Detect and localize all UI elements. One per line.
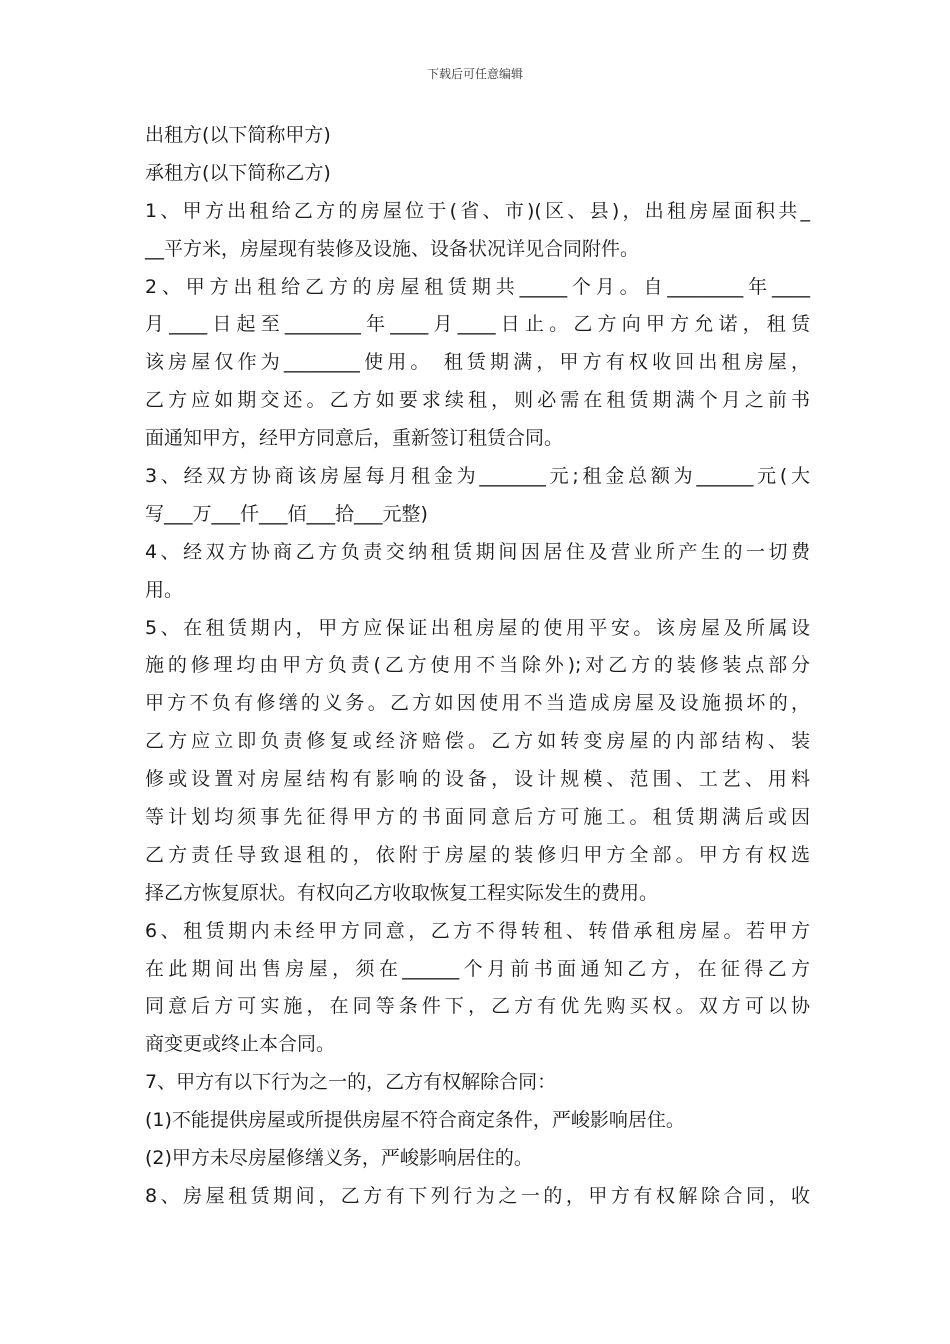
text-line: 施的修理均由甲方负责(乙方使用不当除外);对乙方的装修装点部分 — [145, 654, 810, 677]
text-line: 7、甲方有以下行为之一的，乙方有权解除合同： — [145, 1071, 557, 1094]
text-line: 商变更或终止本合同。 — [145, 1033, 336, 1056]
text-line: 面通知甲方，经甲方同意后，重新签订租赁合同。 — [145, 427, 564, 450]
text-line: (2)甲方未尽房屋修缮义务，严峻影响居住的。 — [145, 1147, 533, 1170]
text-line: 出租方(以下简称甲方) — [145, 124, 331, 146]
text-line: 月____日起至________年____月____日止。乙方向甲方允诺，租赁 — [145, 313, 810, 336]
text-line: 3、经双方协商该房屋每月租金为_______元;租金总额为______元(大 — [145, 465, 810, 488]
text-line: 写___万___仟___佰___拾___元整) — [145, 502, 428, 525]
text-line: 乙方应如期交还。乙方如要求续租，则必需在租赁期满个月之前书 — [145, 389, 810, 412]
text-line: 6、租赁期内未经甲方同意，乙方不得转租、转借承租房屋。若甲方 — [145, 919, 810, 942]
text-line: 8、房屋租赁期间，乙方有下列行为之一的，甲方有权解除合同，收 — [145, 1184, 810, 1207]
text-line: 2、甲方出租给乙方的房屋租赁期共_____个月。自________年____ — [145, 275, 810, 298]
text-line: 4、经双方协商乙方负责交纳租赁期间因居住及营业所产生的一切费 — [145, 540, 810, 563]
text-line: (1)不能提供房屋或所提供房屋不符合商定条件，严峻影响居住。 — [145, 1109, 685, 1132]
text-line: 承租方(以下简称乙方) — [145, 161, 331, 184]
text-line: 择乙方恢复原状。有权向乙方收取恢复工程实际发生的费用。 — [145, 881, 659, 904]
page-header: 下载后可任意编辑 — [426, 67, 523, 81]
contract-body — [145, 117, 810, 1216]
text-line: __平方米，房屋现有装修及设施、设备状况详见合同附件。 — [145, 237, 640, 260]
text-line: 5、在租赁期内，甲方应保证出租房屋的使用平安。该房屋及所属设 — [145, 616, 810, 639]
text-line: 修或设置对房屋结构有影响的设备，设计规模、范围、工艺、用料 — [145, 768, 810, 791]
text-line: 乙方责任导致退租的，依附于房屋的装修归甲方全部。甲方有权选 — [145, 843, 810, 866]
text-line: 甲方不负有修缮的义务。乙方如因使用不当造成房屋及设施损坏的， — [145, 692, 810, 715]
text-line: 该房屋仅作为________使用。 租赁期满，甲方有权收回出租房屋， — [145, 351, 810, 374]
text-line: 等计划均须事先征得甲方的书面同意后方可施工。租赁期满后或因 — [145, 806, 810, 829]
text-line: 1、甲方出租给乙方的房屋位于(省、市)(区、县)，出租房屋面积共_ — [145, 199, 810, 222]
text-line: 乙方应立即负责修复或经济赔偿。乙方如转变房屋的内部结构、装 — [145, 730, 810, 753]
text-line: 在此期间出售房屋，须在______个月前书面通知乙方，在征得乙方 — [145, 957, 810, 980]
text-line: 同意后方可实施，在同等条件下，乙方有优先购买权。双方可以协 — [145, 995, 810, 1018]
text-line: 用。 — [145, 578, 184, 601]
